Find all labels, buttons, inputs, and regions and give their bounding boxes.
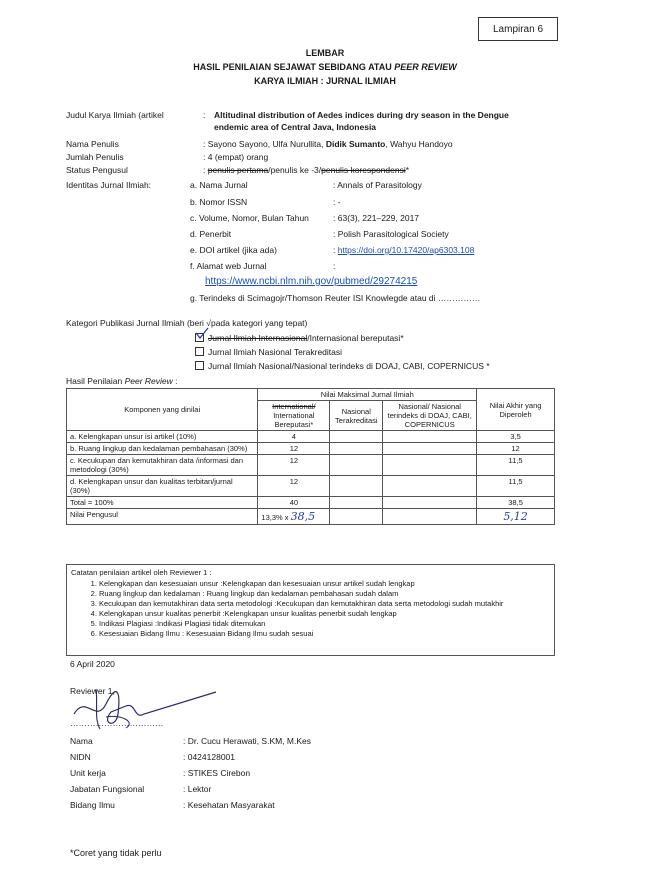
row-empty [383,431,477,443]
penulis-value: : Sayono Sayono, Ulfa Nurullita, Didik Sumanto, Wahyu Handoyo [203,139,453,149]
row-empty [330,443,383,455]
row-label: a. Kelengkapan unsur isi artikel (10%) [67,431,258,443]
row-label: d. Kelengkapan unsur dan kualitas terbitan/jurnal (30%) [67,476,258,497]
status-mid: /penulis ke -3/ [268,165,322,175]
pengusul-akhir-cell [477,509,555,525]
header-nilai-maks: Nilai Maksimal Jurnal Ilmiah [258,389,477,401]
nama-label: Nama [70,736,93,746]
row-max: 12 [258,443,330,455]
jurnal-item-c: c. Volume, Nomor, Bulan Tahun [190,213,309,223]
header-nas-ter: Nasional Terakreditasi [330,401,383,431]
row-akhir: 3,5 [477,431,555,443]
list-item: 5. Indikasi Plagiasi :Indikasi Plagiasi tidak ditemukan [99,619,550,629]
row-empty [383,509,477,525]
kategori-opt-3-text: Jurnal Ilmiah Nasional/Nasional terindeks di DOAJ, CABI, COPERNICUS * [208,361,490,371]
total-max: 40 [258,497,330,509]
header-intl [258,401,330,431]
heading-line1: LEMBAR [305,48,345,58]
jurnal-item-f: f. Alamat web Jurnal [190,261,267,271]
heading-line2-prefix: HASIL PENILAIAN SEJAWAT SEBIDANG ATAU [193,62,395,72]
pengusul-formula: 13,3% x [261,513,291,522]
pengusul-formula-cell [258,509,330,525]
kategori-label: Kategori Publikasi Jurnal Ilmiah (beri √pada kategori yang tepat) [66,318,308,328]
nama-value: : Dr. Cucu Herawati, S.KM, M.Kes [183,736,312,746]
list-item: 2. Ruang lingkup dan kedalaman : Ruang lingkup dan kedalaman pembahasan sudah dalam [99,589,550,599]
judul-value-1: Altitudinal distribution of Aedes indices during dry season in the Dengue [214,110,509,120]
jumlah-label: Jumlah Penulis [66,152,124,162]
footnote: *Coret yang tidak perlu [70,848,162,858]
judul-value-2: endemic area of Central Java, Indonesia [214,122,377,132]
nidn-value: : 0424128001 [183,752,235,762]
heading-line3: KARYA ILMIAH : JURNAL ILMIAH [254,76,396,86]
pengusul-label: Nilai Pengusul [67,509,258,525]
status-label: Status Pengusul [66,165,128,175]
row-max: 12 [258,476,330,497]
nidn-label: NIDN [70,752,91,762]
row-empty [383,476,477,497]
date: 6 April 2020 [70,659,115,669]
kategori-opt-3 [195,361,490,372]
row-label: c. Kecukupan dan kemutakhiran data /informasi dan metodologi (30%) [67,455,258,476]
pengusul-handwritten: 38,5 [290,510,316,523]
reviewer-label: Reviewer 1, [70,686,115,696]
hasil-prefix: Hasil Penilaian [66,376,125,386]
jabatan-value: : Lektor [183,784,212,794]
notes-list [71,579,550,639]
hasil-label [66,376,178,387]
jurnal-a-text: Annals of Parasitology [337,180,422,190]
table-row [67,476,555,497]
jurnal-item-g: g. Terindeks di Scimagojr/Thomson Reuter ISI Knowlegde atau di …………… [190,293,481,303]
web-url-link[interactable]: https://www.ncbi.nlm.nih.gov/pubmed/29274215 [205,276,418,287]
pengusul-row [67,509,555,525]
table-row [67,443,555,455]
status-strike-2: penulis korespondensi [321,165,406,175]
jurnal-item-c-value: : 63(3), 221–229, 2017 [333,213,420,223]
row-empty [330,431,383,443]
header-komponen: Komponen yang dinilai [67,389,258,431]
jurnal-item-d: d. Penerbit [190,229,232,239]
jurnal-item-b: b. Nomor ISSN [190,197,248,207]
total-row [67,497,555,509]
kategori-opt-2-text: Jurnal Ilmiah Nasional Terakreditasi [208,347,343,357]
row-akhir: 11,5 [477,455,555,476]
kategori-checkbox-2[interactable] [195,347,204,356]
kategori-opt-2 [195,347,342,358]
status-tail: * [405,165,410,175]
list-item: 1. Kelengkapan dan kesesuaian unsur :Kelengkapan dan kesesuaian unsur artikel sudah lengkap [99,579,550,589]
penulis-label: Nama Penulis [66,139,119,149]
review-table [66,388,555,525]
heading-line2 [0,62,650,72]
jurnal-item-e: e. DOI artikel (jika ada) [190,245,277,255]
judul-label: Judul Karya Ilmiah (artikel [66,110,164,120]
list-item: 6. Kesesuaian Bidang Ilmu : Kesesuaian Bidang Ilmu sudah sesuai [99,629,550,639]
jumlah-text: 4 (empat) orang [207,152,269,162]
header-nas-idx: Nasional/ Nasional terindeks di DOAJ, CABI, COPERNICUS [383,401,477,431]
kategori-checkbox-1[interactable] [195,333,204,342]
row-empty [383,497,477,509]
kategori-opt-1-strike: Jurnal Ilmiah Internasional [208,333,308,343]
total-label: Total = 100% [67,497,258,509]
pengusul-akhir-handwritten: 5,12 [503,510,528,523]
bidang-label: Bidang Ilmu [70,800,115,810]
row-empty [330,509,383,525]
status-value: : penulis pertama/penulis ke -3/penulis korespondensi* [203,165,410,175]
signature-dots: …………………………… [70,718,164,728]
colon: : [203,110,206,120]
list-item: 4. Kelengkapan unsur kualitas penerbit :Kelengkapan unsur kualitas penerbit sudah lengkap [99,609,550,619]
row-max: 4 [258,431,330,443]
header-akhir: Nilai Akhir yang Diperoleh [477,389,555,431]
hasil-suffix: : [172,376,178,386]
row-empty [383,443,477,455]
row-empty [383,455,477,476]
hasil-italic: Peer Review [124,376,173,386]
bidang-value: : Kesehatan Masyarakat [183,800,275,810]
kategori-checkbox-3[interactable] [195,361,204,370]
jurnal-item-a: a. Nama Jurnal [190,180,248,190]
status-strike-1: penulis pertama [207,165,269,175]
jurnal-item-d-value: : Polish Parasitological Society [333,229,449,239]
penulis-b: Didik Sumanto [325,139,386,149]
unit-label: Unit kerja [70,768,106,778]
header-intl-strike: International/ [272,402,316,411]
row-akhir: 12 [477,443,555,455]
jurnal-item-b-value: : - [333,197,341,207]
row-label: b. Ruang lingkup dan kedalaman pembahasan (30%) [67,443,258,455]
table-row [67,455,555,476]
notes-title: Catatan penilaian artikel oleh Reviewer 1 : [71,568,212,577]
lampiran-box: Lampiran 6 [478,17,558,41]
jurnal-item-a-value: : Annals of Parasitology [333,180,422,190]
penulis-c: , Wahyu Handoyo [385,139,453,149]
jurnal-item-f-colon: : [333,261,336,271]
total-akhir: 38,5 [477,497,555,509]
row-empty [330,476,383,497]
jurnal-item-e-value: : https://doi.org/10.17420/ap6303.108 [333,245,475,255]
jurnal-c-text: 63(3), 221–229, 2017 [337,213,420,223]
jabatan-label: Jabatan Fungsional [70,784,145,794]
header-intl-rest: International Bereputasi* [273,411,315,429]
penulis-a: Sayono Sayono, Ulfa Nurullita, [207,139,326,149]
heading-line2-italic: PEER REVIEW [394,62,457,72]
list-item: 3. Kecukupan dan kemutakhiran data serta metodologi :Kecukupan dan kemutakhiran data serta metodologi sudah mutakhir [99,599,550,609]
row-empty [330,497,383,509]
jumlah-value: : 4 (empat) orang [203,152,269,162]
table-row [67,431,555,443]
unit-value: : STIKES Cirebon [183,768,251,778]
kategori-opt-1-rest: /Internasional bereputasi* [307,333,404,343]
row-akhir: 11,5 [477,476,555,497]
row-max: 12 [258,455,330,476]
row-empty [330,455,383,476]
jurnal-b-text: - [337,197,341,207]
jurnal-label: Identitas Jurnal Ilmiah: [66,180,152,190]
jurnal-d-text: Polish Parasitological Society [337,229,449,239]
checkmark-icon [195,327,209,339]
kategori-opt-1 [195,333,404,344]
notes-box [66,564,555,656]
doi-link[interactable]: https://doi.org/10.17420/ap6303.108 [337,245,475,255]
